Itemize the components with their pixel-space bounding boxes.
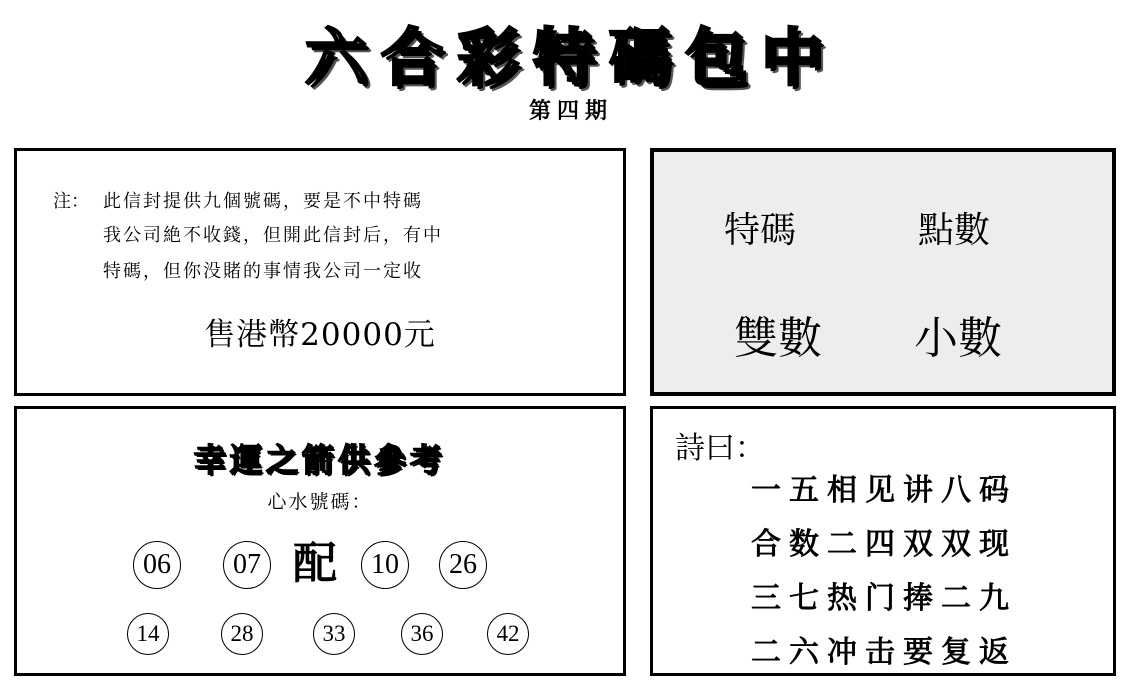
number-ball: 33 — [313, 613, 355, 655]
note-line: 此信封提供九個號碼，要是不中特碼 — [103, 191, 423, 212]
number-ball: 36 — [401, 613, 443, 655]
lucky-subtitle: 心水號碼： — [267, 491, 373, 513]
number-ball: 28 — [221, 613, 263, 655]
lucky-box — [14, 406, 626, 676]
poem-line: 一五相见讲八码 — [751, 473, 1017, 508]
poem-title: 詩曰： — [675, 431, 765, 466]
points-item: 小數 — [914, 313, 1002, 364]
points-item: 雙數 — [734, 313, 822, 364]
number-ball: 06 — [133, 541, 181, 589]
price-text: 售港幣20000元 — [204, 317, 436, 353]
note-line: 特碼，但你没賭的事情我公司一定收 — [103, 261, 423, 282]
number-ball: 07 — [223, 541, 271, 589]
lucky-title: 幸運之箭供參考 — [193, 441, 446, 479]
points-item: 點數 — [918, 210, 991, 251]
pair-label: 配 — [293, 538, 337, 589]
issue-number: 第四期 — [528, 98, 613, 124]
number-ball: 14 — [127, 613, 169, 655]
number-ball: 10 — [361, 541, 409, 589]
poem-line: 二六冲击要复返 — [751, 635, 1017, 670]
note-box — [14, 148, 626, 396]
note-line: 我公司絶不收錢，但開此信封后，有中 — [103, 225, 443, 246]
note-label: 注： — [53, 191, 89, 212]
number-ball: 26 — [439, 541, 487, 589]
poem-line: 三七热门捧二九 — [751, 581, 1017, 616]
number-ball: 42 — [487, 613, 529, 655]
page-title: 六合彩特碼包中 — [304, 21, 837, 94]
poem-box — [650, 406, 1116, 676]
poem-line: 合数二四双双现 — [751, 527, 1017, 562]
points-box — [650, 148, 1116, 396]
points-item: 特碼 — [724, 210, 797, 251]
